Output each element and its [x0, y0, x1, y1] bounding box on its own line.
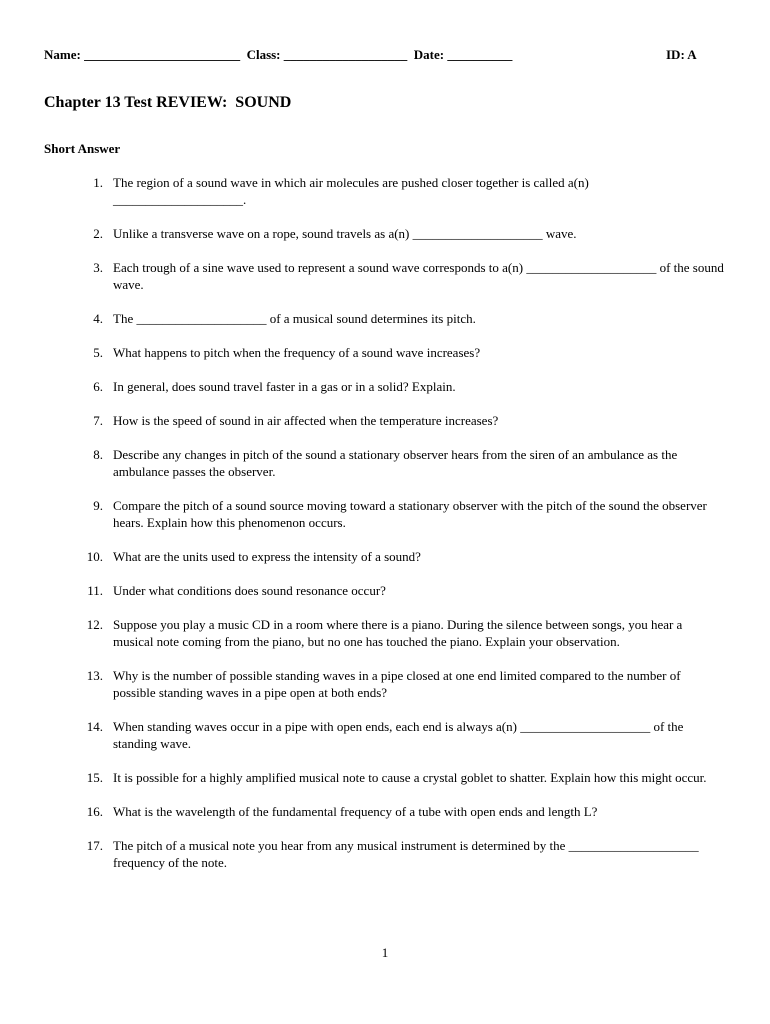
question-item	[44, 548, 724, 565]
question-item	[44, 582, 724, 599]
question-number: 7.	[93, 413, 103, 428]
question-item	[44, 718, 724, 752]
test-id: ID: A	[666, 47, 697, 62]
question-text: In general, does sound travel faster in a gas or in a solid? Explain.	[113, 379, 456, 394]
question-item	[44, 378, 724, 395]
question-item	[44, 769, 724, 786]
question-number: 13.	[86, 668, 103, 683]
question-item	[44, 446, 724, 480]
question-number: 8.	[93, 447, 103, 462]
question-text: Describe any changes in pitch of the sound a stationary observer hears from the siren of an ambulance as the ambulance passes the observer.	[113, 447, 678, 479]
question-text: When standing waves occur in a pipe with open ends, each end is always a(n) ____________________ of the standing wave.	[113, 719, 684, 751]
question-text: It is possible for a highly amplified musical note to cause a crystal goblet to shatter. Explain how this might occur.	[113, 770, 707, 785]
question-number: 15.	[86, 770, 103, 785]
question-item	[44, 259, 724, 293]
question-number: 3.	[93, 260, 103, 275]
question-number: 11.	[87, 583, 103, 598]
question-item	[44, 412, 724, 429]
question-item	[44, 803, 724, 820]
question-text: Suppose you play a music CD in a room where there is a piano. During the silence between songs, you hear a musical note coming from the piano, but no one has touched the piano. Explain your observation.	[113, 617, 683, 649]
section-heading: Short Answer	[44, 141, 121, 156]
page-title: Chapter 13 Test REVIEW: SOUND	[44, 94, 292, 111]
question-item	[44, 616, 724, 650]
question-text: The ____________________ of a musical sound determines its pitch.	[113, 311, 476, 326]
name-class-date-line: Name: ________________________ Class: ___________________ Date: __________	[44, 47, 513, 62]
question-number: 16.	[86, 804, 103, 819]
question-number: 1.	[93, 175, 103, 190]
question-item	[44, 344, 724, 361]
question-text: How is the speed of sound in air affected when the temperature increases?	[113, 413, 499, 428]
question-text: Under what conditions does sound resonance occur?	[113, 583, 386, 598]
question-item	[44, 667, 724, 701]
question-text: The region of a sound wave in which air molecules are pushed closer together is called a(n) ____________________.	[113, 175, 589, 207]
question-text: Compare the pitch of a sound source moving toward a stationary observer with the pitch of the sound the observer hears. Explain how this phenomenon occurs.	[113, 498, 707, 530]
question-number: 4.	[93, 311, 103, 326]
question-number: 2.	[93, 226, 103, 241]
question-text: What is the wavelength of the fundamental frequency of a tube with open ends and length L?	[113, 804, 598, 819]
question-item	[44, 837, 724, 871]
question-number: 12.	[86, 617, 103, 632]
page-header	[44, 47, 704, 65]
question-number: 9.	[93, 498, 103, 513]
question-item	[44, 497, 724, 531]
question-text: What happens to pitch when the frequency of a sound wave increases?	[113, 345, 481, 360]
question-text: The pitch of a musical note you hear from any musical instrument is determined by the ____________________ frequency of the note.	[113, 838, 699, 870]
question-number: 17.	[86, 838, 103, 853]
question-item	[44, 174, 724, 208]
question-text: Unlike a transverse wave on a rope, sound travels as a(n) ____________________ wave.	[113, 226, 577, 241]
question-text: Why is the number of possible standing waves in a pipe closed at one end limited compared to the number of possible standing waves in a pipe open at both ends?	[113, 668, 681, 700]
question-number: 10.	[86, 549, 103, 564]
question-list	[44, 174, 724, 888]
question-text: What are the units used to express the intensity of a sound?	[113, 549, 421, 564]
question-number: 5.	[93, 345, 103, 360]
page-number: 1	[381, 945, 389, 960]
question-item	[44, 225, 724, 242]
question-text: Each trough of a sine wave used to represent a sound wave corresponds to a(n) ____________________ of the sound wave.	[113, 260, 724, 292]
question-number: 6.	[93, 379, 103, 394]
question-number: 14.	[86, 719, 103, 734]
question-item	[44, 310, 724, 327]
